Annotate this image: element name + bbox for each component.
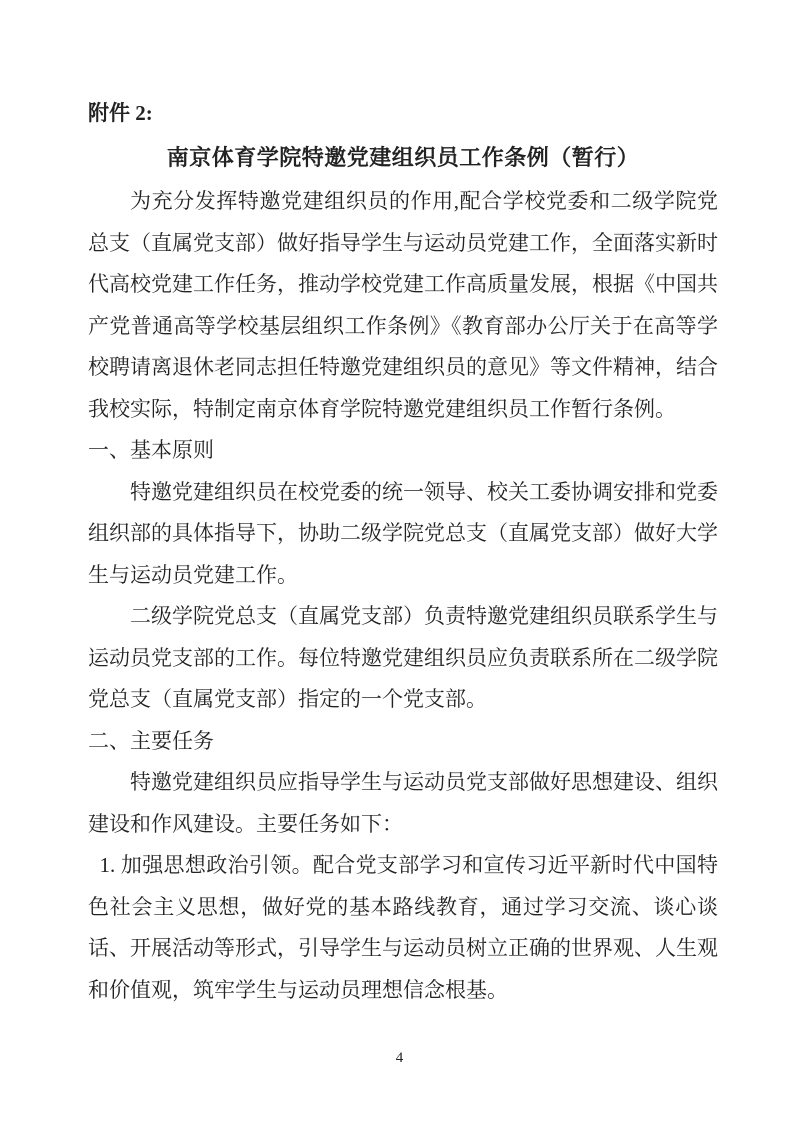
paragraph: 二级学院党总支（直属党支部）负责特邀党建组织员联系学生与运动员党支部的工作。每位特邀党建组织员应负责联系所在二级学院党总支（直属党支部）指定的一个党支部。: [88, 604, 718, 711]
document-body: [88, 181, 718, 1011]
section-heading: 一、基本原则: [88, 438, 214, 462]
document-content: [88, 0, 718, 1011]
paragraph: 特邀党建组织员在校党委的统一领导、校关工委协调安排和党委组织部的具体指导下，协助二级学院党总支（直属党支部）做好大学生与运动员党建工作。: [88, 479, 718, 587]
attachment-label: 附件 2:: [88, 101, 153, 125]
page-number: 4: [395, 1050, 404, 1066]
document-title: 南京体育学院特邀党建组织员工作条例（暂行）: [166, 145, 640, 170]
section-heading: 二、主要任务: [88, 728, 214, 753]
paragraph: 特邀党建组织员应指导学生与运动员党支部做好思想建设、组织建设和作风建设。主要任务如下：: [88, 770, 718, 836]
paragraph: 1. 加强思想政治引领。配合党支部学习和宣传习近平新时代中国特色社会主义思想，做好党的基本路线教育，通过学习交流、谈心谈话、开展活动等形式，引导学生与运动员树立正确的世界观、人生观和价值观，筑牢学生与运动员理想信念根基。: [88, 853, 718, 1002]
paragraph: 为充分发挥特邀党建组织员的作用,配合学校党委和二级学院党总支（直属党支部）做好指导学生与运动员党建工作，全面落实新时代高校党建工作任务，推动学校党建工作高质量发展，根据《中国共产党普通高等学校基层组织工作条例》《教育部办公厅关于在高等学校聘请离退休老同志担任特邀党建组织员的意见》等文件精神，结合我校实际，特制定南京体育学院特邀党建组织员工作暂行条例。: [88, 189, 718, 421]
